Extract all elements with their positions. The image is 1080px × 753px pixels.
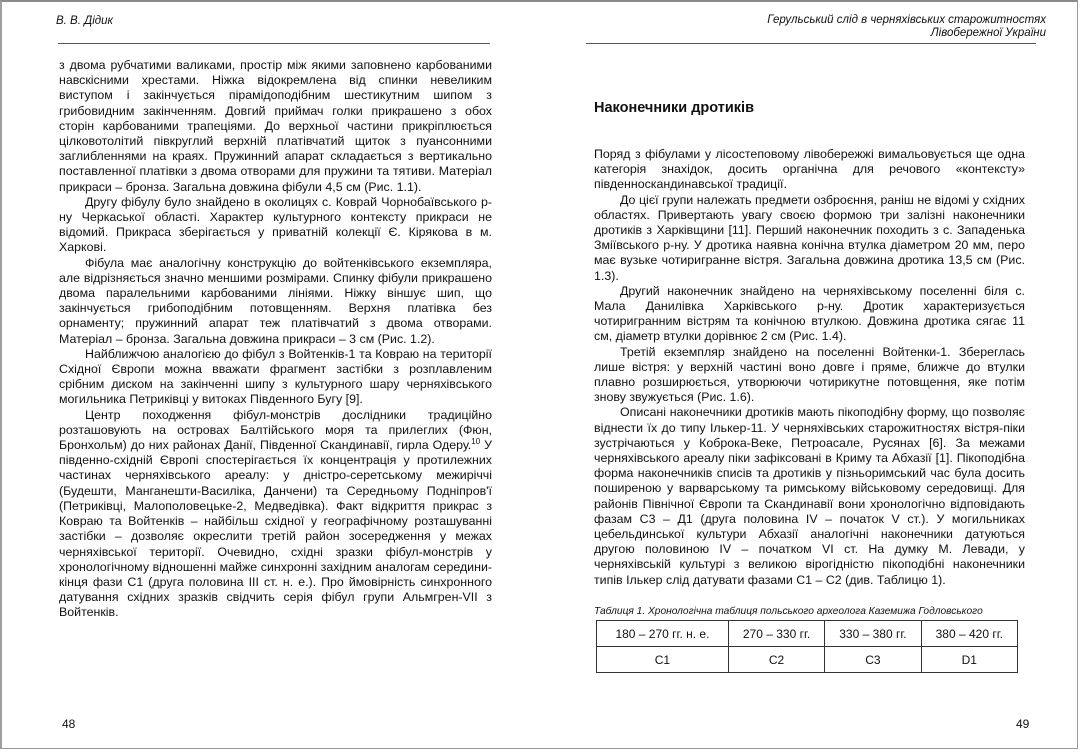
paragraph: Другу фібулу було знайдено в околицях с. Коврай Чорнобаївського р-ну Черкаської області. Характер культурного контексту прикраси не відомий. Прикраса зберігається у приватній колекції Є. Кірякова в м. Харкові. xyxy=(59,194,492,255)
table-caption: Таблиця 1. Хронологічна таблиця польського археолога Каземижа Годловського xyxy=(594,606,983,617)
table-cell: С1 xyxy=(597,647,729,673)
running-head-line: Герульський слід в черняхівських старожитностях xyxy=(767,14,1046,26)
paragraph: Описані наконечники дротиків мають пікоподібну форму, що позволяє віднести їх до типу Ількер-11. У черняхівських старожитностях вістря-піки зустрічаються у Коброка-Веке, Петроасале, Русянах [6]. За межами черняхівського ареалу піки зафіксовані в Криму та Абхазії [1]. Пікоподібна форма наконечників списів та дротиків у пізньоримський час була досить поширеною у варварському та римському військовому середовищі. Для районів Північної Європи та Скандинавії вони хронологічно відповідають фазам С3 – Д1 (друга половина IV – початок V ст.). У могильниках цебельдинської культури Абхазії аналогічні наконечники датуються другою половиною IV – початком VI ст. На думку М. Левади, у черняхівській культурі з великою вірогідністю пікоподібні наконечники типів Ількер слід датувати фазами С1 – С2 (див. Таблицю 1). xyxy=(594,405,1025,587)
table-cell: 270 – 330 гг. xyxy=(728,621,824,647)
page-number: 49 xyxy=(1016,717,1030,731)
table-cell: 180 – 270 гг. н. е. xyxy=(597,621,729,647)
page-49 xyxy=(592,2,1046,753)
table-cell: С3 xyxy=(825,647,921,673)
table-cell: 380 – 420 гг. xyxy=(921,621,1017,647)
paragraph: Другий наконечник знайдено на черняхівському поселенні біля с. Мала Данилівка Харківського р-ну. Дротик характеризується чотиригранним вістрям та конічною втулкою. Довжина дротика сягає 11 см, діаметр втулки дорівнює 2 см (Рис. 1.4). xyxy=(594,283,1025,344)
left-body-text xyxy=(59,58,492,621)
page-number: 48 xyxy=(62,717,76,731)
paragraph: Поряд з фібулами у лісостеповому лівобережжі вимальовується ще одна категорія знахідок, досить органічна для речового «контексту» південноскандинавської традиції. xyxy=(594,147,1025,192)
table-row xyxy=(597,621,1018,647)
footnote-marker[interactable]: 10 xyxy=(471,436,481,446)
table-row xyxy=(597,647,1018,673)
paragraph: Третій екземпляр знайдено на поселенні Войтенки-1. Збереглась лише вістря: у верхній частині воно довге і пряме, ближче до втулки плавно розширюється, утворюючи чотирикутне потовщення, яке потім знову звужується (Рис. 1.6). xyxy=(594,344,1025,405)
table-cell: 330 – 380 гг. xyxy=(825,621,921,647)
table-cell: D1 xyxy=(921,647,1017,673)
paragraph: До цієї групи належать предмети озброєння, раніш не відомі у східних областях. Привертають увагу своєю формою три залізні наконечники дротиків з Харківщини [11]. Перший наконечник походить з с. Западенька Зміївського р-ну. У дротика наявна конічна втулка діаметром 20 мм, перо має вузьке чотиригранне вістря. Загальна довжина дротика 13,5 см (Рис. 1.3). xyxy=(594,192,1025,283)
section-title: Наконечники дротиків xyxy=(594,100,754,116)
paragraph-text: Центр походження фібул-монстрів дослідники традиційно розташовують на островах Балтійського моря та прилеглих (Фюн, Бронхольм) до них районах Данії, Південної Скандинавії, гирла Одеру. xyxy=(59,407,492,453)
header-rule xyxy=(58,43,490,44)
running-head-line: Лівобережної України xyxy=(930,27,1046,39)
page-48 xyxy=(56,2,492,753)
table-cell: С2 xyxy=(728,647,824,673)
paragraph: Найближчою аналогією до фібул з Войтенків-1 та Ковраю на території Східної Європи можна вважати фрагмент застібки з розплавленим срібним диском на закінченні шипу з культурного шару черняхівського могильника Петриківці у витоках Південного Бугу [9]. xyxy=(59,346,492,407)
chronology-table xyxy=(596,620,1018,673)
paragraph-text: У південно-східній Європі спостерігається їх концентрація у протилежних частинах черняхівського ареалу: у дністро-сeретському межиріччі (Будешти, Манганешти-Василіка, Данчени) та Середньому Подніпров'ї (Петриківці, Малополовецьке-2, Медведівка). Факт відкриття прикрас з Ковраю та Войтенків – найбільш східної у географічному розташуванні застібки – дозволяє окреслити третій район зосередження у межах черняхівської території. Очевидно, східні зразки фібул-монстрів у хронологічному відношенні майже синхронні західним аналогам середини-кінця фази С1 (друга половина III ст. н. е.). Про ймовірність синхронного датування східних зразків свідчить серія фібул групи Альмгрен-VII з Войтенків. xyxy=(59,438,492,620)
paragraph: Фібула має аналогічну конструкцію до войтенківського екземпляра, але відрізняється значно меншими розмірами. Спинку фібули прикрашено двома паралельними карбованими лініями. Ніжку віншує шип, що закінчується грибоподібним потовщенням. Верхня платівка без орнаменту; пружинний апарат теж платівчатий з двома отворами. Матеріал – бронза. Загальна довжина прикраси – 3 см (Рис. 1.2). xyxy=(59,255,492,346)
running-head-author: В. В. Дідик xyxy=(56,15,113,27)
paragraph: з двома рубчатими валиками, простір між якими заповнено карбованими навскісними хрестами. Ніжка відокремлена від спинки невеликим виступом і закінчується пірамідоподібним шестикутним шипом з грибовидним закінченням. Довгий приймач голки прикрашено з обох сторін карбованими трапеціями. До верхньої частини прикріплюється цілковотолітий півкруглий верхній платівчатий щиток з пуансонними заглибленнями на краях. Пружинний апарат складається з вертикально поставленної платівки з двома отворами для пружини та тятиви. Матеріал прикраси – бронза. Загальна довжина фібули 4,5 см (Рис. 1.1). xyxy=(59,58,492,194)
header-rule xyxy=(586,43,1036,44)
right-body-text xyxy=(594,147,1025,588)
paragraph xyxy=(59,408,492,621)
running-head-title xyxy=(586,14,1046,40)
